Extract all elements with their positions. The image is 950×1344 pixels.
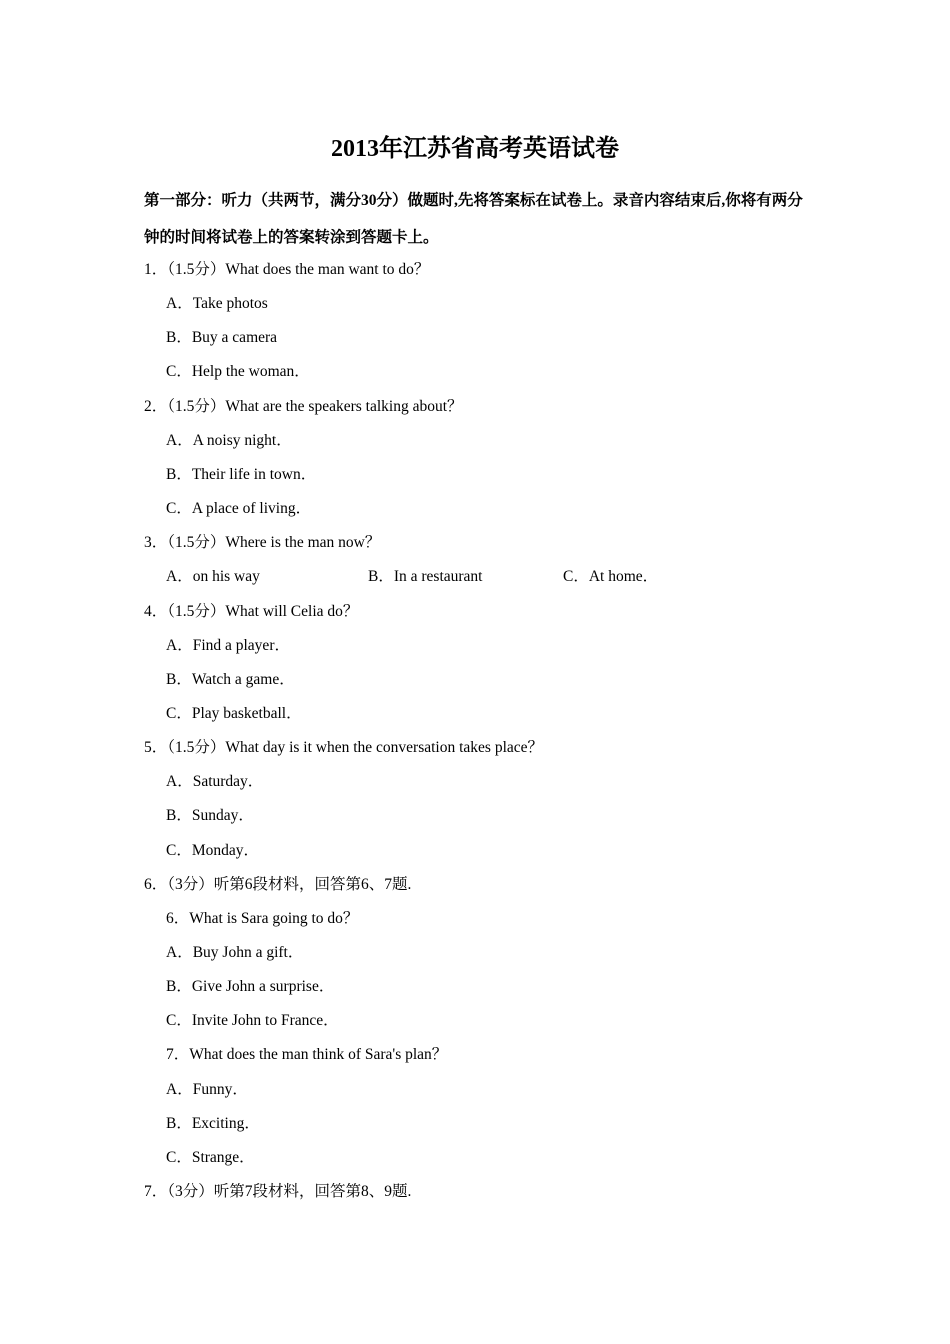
answer-option: A．Saturday． <box>166 773 264 791</box>
answer-option: B．Buy a camera <box>166 329 278 347</box>
answer-option: B．Exciting． <box>166 1114 260 1132</box>
answer-option: A．Funny． <box>166 1080 248 1098</box>
answer-option: C．At home． <box>563 568 659 586</box>
answer-option: C．A place of living． <box>166 500 312 518</box>
answer-option: C．Invite John to France． <box>166 1012 339 1030</box>
question-stem: 1．（1.5分）What does the man want to do？ <box>144 261 430 278</box>
answer-option: A．on his way <box>166 568 260 586</box>
answer-option: B．Their life in town． <box>166 465 317 483</box>
answer-option: C．Help the woman． <box>166 363 310 381</box>
question-stem: 3．（1.5分）Where is the man now？ <box>144 534 381 552</box>
question-stem: 7．（3分）听第7段材料，回答第8、9题. <box>144 1183 412 1201</box>
question-stem: 4．（1.5分）What will Celia do？ <box>144 602 359 620</box>
answer-option: C．Strange． <box>166 1148 255 1166</box>
question-stem: 6．（3分）听第6段材料，回答第6、7题. <box>144 875 412 893</box>
answer-option: 6．What is Sara going to do？ <box>166 909 359 927</box>
page-title: 2013年江苏省高考英语试卷 <box>331 136 619 162</box>
answer-option: B．Give John a surprise． <box>166 978 335 996</box>
answer-option: A．Find a player． <box>166 636 290 654</box>
answer-option: C．Monday． <box>166 841 260 859</box>
answer-option: B．Watch a game． <box>166 670 295 688</box>
answer-option: B．In a restaurant <box>368 568 483 586</box>
answer-option: A．Buy John a gift． <box>166 944 304 961</box>
answer-option: B．Sunday． <box>166 807 254 825</box>
section-instructions: 第一部分：听力（共两节，满分30分）做题时,先将答案标在试卷上。录音内容结束后,你将有两分钟的时间将试卷上的答案转涂到答题卡上。 <box>144 192 803 246</box>
question-stem: 5．（1.5分）What day is it when the conversation takes place？ <box>144 739 544 757</box>
answer-option: 7．What does the man think of Sara's plan？ <box>166 1046 448 1064</box>
question-stem: 2．（1.5分）What are the speakers talking about？ <box>144 397 463 415</box>
answer-option: C．Play basketball． <box>166 704 302 722</box>
answer-option: A．Take photos <box>166 295 268 313</box>
answer-option: A．A noisy night． <box>166 431 292 449</box>
